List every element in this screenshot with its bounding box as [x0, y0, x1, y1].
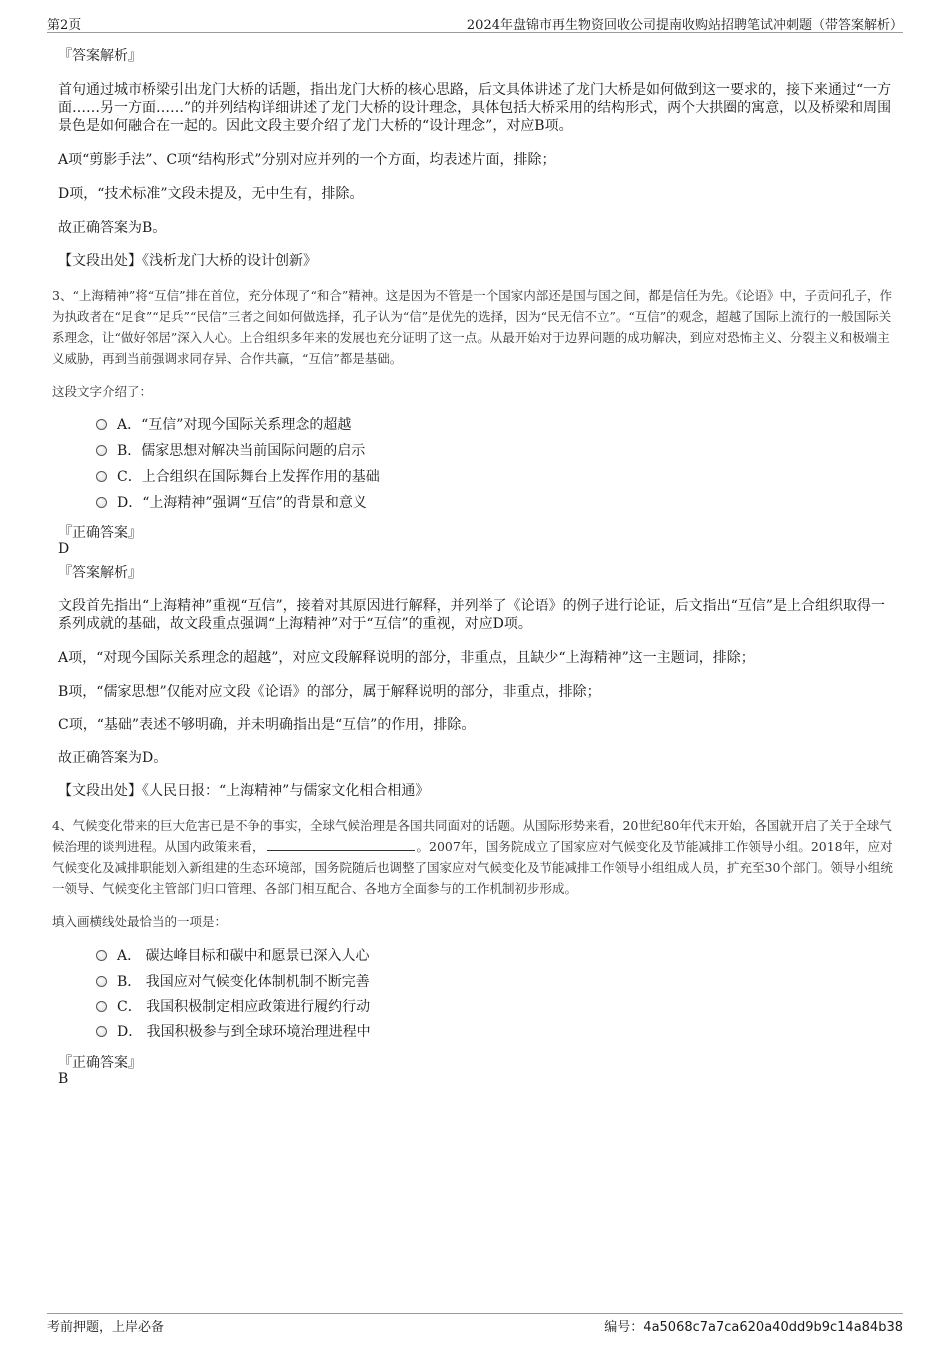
- analysis-line-b: B项，“儒家思想”仅能对应文段《论语》的部分，属于解释说明的部分，非重点，排除；: [58, 684, 601, 700]
- correct-answer-statement: 故正确答案为D。: [58, 750, 168, 766]
- option-label: C． 我国积极制定相应政策进行履约行动: [117, 999, 371, 1015]
- option-label: C．上合组织在国际舞台上发挥作用的基础: [117, 469, 380, 485]
- analysis-paragraph: 文段首先指出“上海精神”重视“互信”，接着对其原因进行解释，并列举了《论语》的例子进行论证，后文指出“互信”是上合组织取得一系列成就的基础，故文段重点强调“上海精神”对于“互信”的重视，对应D项。: [58, 598, 885, 632]
- analysis-line-d: D项，“技术标准”文段未提及，无中生有，排除。: [58, 186, 364, 202]
- radio-button-icon[interactable]: [96, 445, 107, 456]
- question-3-option-b[interactable]: [96, 441, 365, 461]
- correct-answer-label: 『正确答案』: [58, 1055, 142, 1071]
- analysis-paragraph: 首句通过城市桥梁引出龙门大桥的话题，指出龙门大桥的核心思路，后文具体讲述了龙门大桥是如何做到这一要求的，接下来通过“一方面……另一方面……”的并列结构详细讲述了龙门大桥的设计理念，具体包括大桥采用的结构形式，两个大拱圈的寓意，以及桥梁和周围景色是如何融合在一起的。因此文段主要介绍了龙门大桥的“设计理念”，对应B项。: [58, 82, 892, 134]
- radio-button-icon[interactable]: [96, 419, 107, 430]
- question-3-text: 3、“上海精神”将“互信”排在首位，充分体现了“和合”精神。这是因为不管是一个国家内部还是国与国之间，都是信任为先。《论语》中，子贡问孔子，作为执政者在“足食”“足兵”“民信”三者之间如何做选择，孔子认为“信”是优先的选择，因为“民无信不立”。“互信”的观念，超越了国际上流行的一般国际关系理念，让“做好邻居”深入人心。上合组织多年来的发展也充分证明了这一点。从最开始对于边界问题的成功解决，到应对恐怖主义、分裂主义和极端主义威胁，再到当前强调求同存异、合作共赢，“互信”都是基础。: [52, 288, 893, 366]
- analysis-line-a: A项，“对现今国际关系理念的超越”，对应文段解释说明的部分，非重点，且缺少“上海精神”这一主题词，排除；: [58, 650, 755, 666]
- radio-button-icon[interactable]: [96, 497, 107, 508]
- page-footer: [47, 1313, 903, 1334]
- correct-answer-value: D: [58, 541, 70, 557]
- radio-button-icon[interactable]: [96, 1001, 107, 1012]
- document-title: 2024年盘锦市再生物资回收公司提南收购站招聘笔试冲刺题（带答案解析）: [466, 18, 903, 33]
- option-label: D．“上海精神”强调“互信”的背景和意义: [117, 495, 367, 511]
- question-4-text-after: 。2007年，国务院成立了国家应对气候变化及节能减排工作领导小组。2018年，应对气候变化及减排职能划入新组建的生态环境部，国务院随后也调整了国家应对气候变化及节能减排工作领导小组组成人员，扩充至30个部门。领导小组统一领导、气候变化主管部门归口管理、各部门相互配合、各地方全面参与的工作机制初步形成。: [52, 839, 893, 896]
- question-4-text-before: 4、气候变化带来的巨大危害已是不争的事实，全球气候治理是各国共同面对的话题。从国际形势来看，20世纪80年代末开始，各国就开启了关于全球气候治理的谈判进程。从国内政策来看，: [52, 818, 892, 854]
- radio-button-icon[interactable]: [96, 471, 107, 482]
- page-number: 第2页: [47, 18, 82, 33]
- analysis-label: 『答案解析』: [58, 48, 142, 64]
- fill-in-blank: [267, 836, 415, 851]
- document-code-value: 4a5068c7a7ca620a40dd9b9c14a84b38: [643, 1320, 903, 1335]
- analysis-line-ac: A项“剪影手法”、C项“结构形式”分别对应并列的一个方面，均表述片面，排除；: [58, 152, 556, 168]
- footer-slogan: 考前押题，上岸必备: [47, 1320, 165, 1335]
- page-header: [47, 12, 903, 33]
- analysis-line-c: C项，“基础”表述不够明确，并未明确指出是“互信”的作用，排除。: [58, 717, 476, 733]
- radio-button-icon[interactable]: [96, 976, 107, 987]
- question-4-prompt: 填入画横线处最恰当的一项是：: [52, 914, 228, 929]
- correct-answer-value: B: [58, 1071, 69, 1087]
- question-3-option-c[interactable]: [96, 467, 380, 487]
- question-4-text: [52, 815, 898, 899]
- option-label: A．“互信”对现今国际关系理念的超越: [117, 417, 352, 433]
- option-label: B． 我国应对气候变化体制机制不断完善: [117, 974, 370, 990]
- question-4-option-b[interactable]: [96, 972, 370, 992]
- question-4-option-a[interactable]: [96, 946, 370, 966]
- question-4-option-c[interactable]: [96, 997, 370, 1017]
- option-label: B．儒家思想对解决当前国际问题的启示: [117, 443, 366, 459]
- radio-button-icon[interactable]: [96, 1026, 107, 1037]
- correct-answer-label: 『正确答案』: [58, 525, 142, 541]
- correct-answer-statement: 故正确答案为B。: [58, 220, 167, 236]
- document-code-label: 编号：: [604, 1320, 644, 1335]
- question-3-option-a[interactable]: [96, 415, 351, 435]
- question-3-prompt: 这段文字介绍了：: [52, 384, 153, 399]
- source-citation: 【文段出处】《浅析龙门大桥的设计创新》: [58, 253, 317, 269]
- question-3-option-d[interactable]: [96, 493, 367, 513]
- radio-button-icon[interactable]: [96, 950, 107, 961]
- document-code: [604, 1316, 903, 1335]
- source-citation: 【文段出处】《人民日报：“上海精神”与儒家文化相合相通》: [58, 783, 430, 799]
- question-4-option-d[interactable]: [96, 1022, 371, 1042]
- analysis-label: 『答案解析』: [58, 565, 142, 581]
- option-label: A． 碳达峰目标和碳中和愿景已深入人心: [117, 948, 370, 964]
- option-label: D． 我国积极参与到全球环境治理进程中: [117, 1024, 371, 1040]
